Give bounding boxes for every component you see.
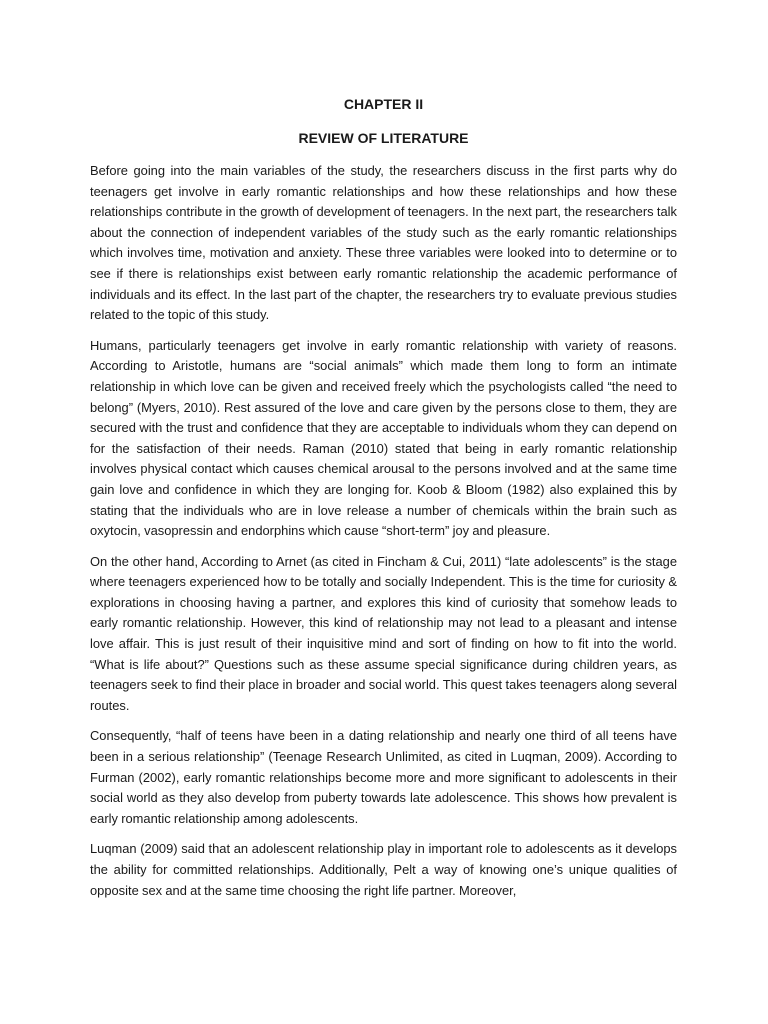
chapter-title: REVIEW OF LITERATURE — [298, 130, 469, 146]
body-paragraph-2: Humans, particularly teenagers get involve in early romantic relationship with variety of reasons. According to Aristotle, humans are “social animals” which made them long to form an intimate relationship in which love can be given and received freely which the psychologists called “the need to belong” (Myers, 2010). Rest assured of the love and care given by the persons close to them, they are secured with the trust and confidence that they are acceptable to individuals whom they can depend on for the satisfaction of their needs. Raman (2010) stated that being in early romantic relationship involves physical contact which causes chemical arousal to the persons involved and at the same time gain love and confidence in which they are longing for. Koob & Bloom (1982) also explained this by stating that the individuals who are in love release a number of chemicals within the brain such as oxytocin, vasopressin and endorphins which cause “short-term” joy and pleasure. — [90, 337, 677, 539]
body-paragraph-4: Consequently, “half of teens have been in a dating relationship and nearly one third of all teens have been in a serious relationship” (Teenage Research Unlimited, as cited in Luqman, 2009). According to Furman (2002), early romantic relationships become more and more significant to adolescents in their social world as they also develop from puberty towards late adolescence. This shows how prevalent is early romantic relationship among adolescents. — [90, 728, 677, 826]
chapter-label: CHAPTER II — [343, 96, 424, 112]
body-paragraph-1: Before going into the main variables of the study, the researchers discuss in the first parts why do teenagers get involve in early romantic relationships and how these relationships and how these relationships contribute in the growth of development of teenagers. In the next part, the researchers talk about the connection of independent variables of the study such as the early romantic relationships which involves time, motivation and anxiety. These three variables were looked into to determine or to see if there is relationships exist between early romantic relationship the academic performance of individuals and its effect. In the last part of the chapter, the researchers try to evaluate previous studies related to the topic of this study. — [90, 163, 677, 323]
body-paragraph-5: Luqman (2009) said that an adolescent relationship play in important role to adolescents as it develops the ability for committed relationships. Additionally, Pelt a way of knowing one’s unique qualities of opposite sex and at the same time choosing the right life partner. Moreover, — [90, 841, 677, 898]
page-content — [90, 94, 677, 901]
body-paragraph-3: On the other hand, According to Arnet (as cited in Fincham & Cui, 2011) “late adolescents” is the stage where teenagers experienced how to be totally and socially Independent. This is the time for curiosity & explorations in choosing having a partner, and explores this kind of curiosity that somehow leads to early romantic relationship. However, this kind of relationship may not lead to a pleasant and intense love affair. This is just result of their inquisitive mind and sort of finding on how to fit into the world. “What is life about?” Questions such as these assume special significance during children years, as teenagers seek to find their place in broader and social world. This quest takes teenagers along several routes. — [90, 553, 677, 713]
